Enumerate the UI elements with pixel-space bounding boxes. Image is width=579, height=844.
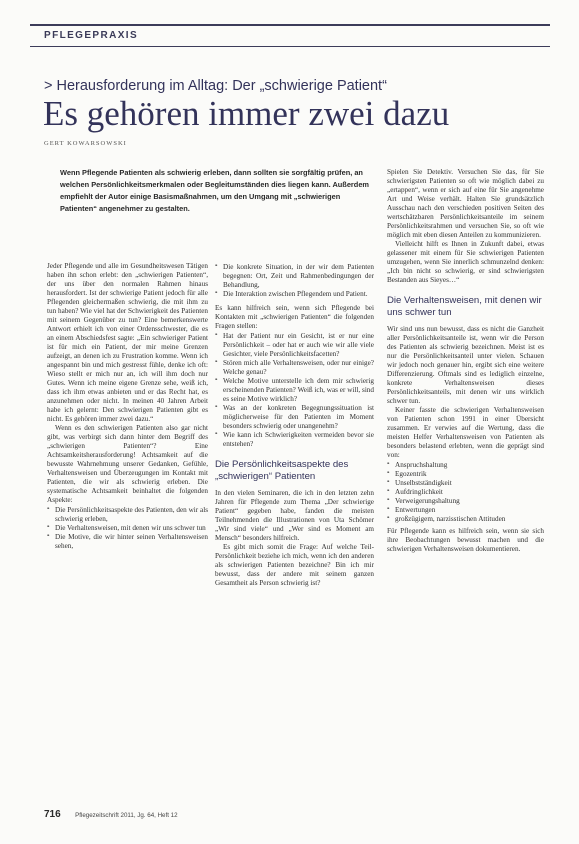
bullet-list	[215, 332, 374, 449]
paragraph: Jeder Pflegende und alle im Gesundheitswesen Tätigen haben ihn schon erlebt: den „schwierigen Patienten“, der uns über den normalen Rahmen hinaus herausfordert. Ist der schwierige Patient jedoch für alle Pflegenden gleichermaßen schwierig, die mit ihm zu tun haben? Wie viel hat der Schwierigkeit des Patienten mit seinem Gegenüber zu tun? Eine bemerkenswerte Antwort erhielt ich von einer Ordensschwester, die es an einem Abschiedsfest sagte: „Ein schwieriger Patient ist für mich ein Patient, der mir meine Grenzen aufzeigt, an denen ich zu Frustration komme. Wenn ich angespannt bin und mich gestresst fühle, denke ich oft: Wieso stellt er mich nur an, ich will ihm doch nur Gutes. Wenn ich meine eigene Grenze sehe, weiß ich, dass ich ihm etwas anbieten und er das Recht hat, es anzunehmen oder nicht. In meinen 40 Jahren Arbeit habe ich gelernt: Den schwierigen Patienten gibt es nicht. Es gehören immer zwei dazu.“	[47, 262, 208, 423]
section-label: PFLEGEPRAXIS	[44, 30, 139, 41]
paragraph: In den vielen Seminaren, die ich in den letzten zehn Jahren für Pflegende zum Thema „Der schwierige Patient“ gegeben habe, fanden die meisten Teilnehmenden die Illustrationen von Uta Schömer „Wir sind viele“ und „Wer sind es Moment am Mensch“ besonders hilfreich.	[215, 489, 374, 542]
list-item: •• Die Verhaltensweisen, mit denen wir uns schwer tun	[47, 524, 208, 533]
top-rule	[30, 24, 550, 26]
page-footer	[44, 804, 178, 822]
page-number: 716	[44, 809, 61, 820]
list-item: •• Anspruchshaltung	[387, 461, 544, 470]
column-1	[47, 262, 208, 554]
lead-paragraph: Wenn Pflegende Patienten als schwierig erleben, dann sollten sie sorgfältig prüfen, an welchen Persönlichkeitsmerkmalen oder Begleitumständen dies liegen kann. Außerdem empfiehlt der Autor einige Basismaßnahmen, um den Umgang mit „schwierigen Patienten“ angenehmer zu gestalten.	[60, 168, 369, 213]
subheading: Die Persönlichkeitsaspekte des „schwierigen“ Patienten	[215, 459, 349, 482]
list-item: •• Unselbstständigkeit	[387, 479, 544, 488]
paragraph: Spielen Sie Detektiv. Versuchen Sie das, für Sie schwierigsten Patienten so oft wie möglich dabei zu „ertappen“, wenn er sich auf eine für Sie angenehme Art und Weise verhält. Halten Sie grundsätzlich Ausschau nach den verschieden positiven Seiten des wertschätzbaren Persönlichkeitsanteile im seinem Persönlichkeitsrahmen und versuchen Sie, so oft wie möglich mit eben diesen Anteilen zu kommunizieren.	[387, 168, 544, 239]
author: GERT KOWARSOWSKI	[44, 140, 127, 147]
kicker: > Herausforderung im Alltag: Der „schwierige Patient“	[44, 78, 387, 94]
list-item: •• Die konkrete Situation, in der wir dem Patienten begegnen: Ort, Zeit und Rahmenbedingungen der Behandlung,	[215, 263, 374, 290]
list-item: •• Aufdringlichkeit	[387, 488, 544, 497]
paragraph: Keiner fasste die schwierigen Verhaltensweisen von Patienten schon 1991 in einer Übersicht zusammen. Er verwies auf die Wertung, dass die meisten Helfer Verhaltensweisen von Patienten als besonders belastend erlebten, wenn die geprägt sind von:	[387, 406, 544, 459]
list-item: •• großzügigem, narzisstischen Attituden	[387, 515, 544, 524]
list-item: •• Die Motive, die wir hinter seinen Verhaltensweisen sehen,	[47, 533, 208, 551]
bullet-list	[215, 263, 374, 299]
paragraph: Es kann hilfreich sein, wenn sich Pflegende bei Kontakten mit „schwierigen Patienten“ die folgenden Fragen stellen:	[215, 304, 374, 330]
list-item: •• Verweigerungshaltung	[387, 497, 544, 506]
journal-source: Pflegezeitschrift 2011, Jg. 64, Heft 12	[75, 812, 178, 819]
subheading: Die Verhaltensweisen, mit denen wir uns schwer tun	[387, 295, 542, 318]
section-rule	[30, 46, 550, 47]
list-item: •• Entwertungen	[387, 506, 544, 515]
column-3	[387, 168, 544, 554]
paragraph: Wir sind uns nun bewusst, dass es nicht die Ganzheit aller Persönlichkeitsanteile ist, wenn wir die Person des Patienten als schwierig bezeichnen. Meist ist es nur die Persönlichkeitsanteil unter vielen. Schauen wir jedoch noch genauer hin, ergibt sich eine weitere Differenzierung. Oftmals sind es lediglich einzelne, konkrete Verhaltensweisen dieses Persönlichkeitsanteils, mit denen wir uns wirklich schwer tun.	[387, 325, 544, 405]
list-item: •• Stören mich alle Verhaltensweisen, oder nur einige? Welche genau?	[215, 359, 374, 377]
list-item: •• Egozentrik	[387, 470, 544, 479]
list-item: •• Hat der Patient nur ein Gesicht, ist er nur eine Persönlichkeit – oder hat er auch wie wir alle viele Gesichter, viele Persönlichkeitsfacetten?	[215, 332, 374, 359]
bullet-list	[47, 506, 208, 551]
paragraph: Es gibt mich somit die Frage: Auf welche Teil-Persönlichkeit beziehe ich mich, wenn ich den anderen als schwierigen Patienten bezeichne? Bin ich mir bewusst, dass der andere mit seinem ganzen Gesamtheit als Person schwierig ist?	[215, 543, 374, 587]
paragraph: Für Pflegende kann es hilfreich sein, wenn sie sich ihre Beobachtungen bewusst machen und die schwierigen Verhaltensweisen dokumentieren.	[387, 527, 544, 553]
list-item: •• Was an der konkreten Begegnungssituation ist möglicherweise für den Patienten im Moment besonders schwierig oder unangenehm?	[215, 404, 374, 431]
bullet-list	[387, 461, 544, 524]
list-item: •• Die Persönlichkeitsaspekte des Patienten, den wir als schwierig erleben,	[47, 506, 208, 524]
paragraph: Vielleicht hilft es Ihnen in Zukunft dabei, etwas gelassener mit einem für Sie schwierigen Patienten umzugehen, wenn Sie innerlich schmunzelnd denken: „Ich bin nicht so schwierig, er sind schwierigsten Bestanden aus Sieyes…“	[387, 240, 544, 284]
paragraph: Wenn es den schwierigen Patienten also gar nicht gibt, was verbirgt sich dann hinter dem Begriff des „schwierigen Patienten“? Eine Achtsamkeitsherausforderung! Achtsamkeit auf die bewusste Wahrnehmung unserer Gedanken, Gefühle, Verhaltensweisen und Überzeugungen im Kontakt mit Patienten, die wir als schwierig erleben. Die systematische Achtsamkeit beinhaltet die folgenden Aspekte:	[47, 424, 208, 504]
list-item: •• Die Interaktion zwischen Pflegendem und Patient.	[215, 290, 374, 299]
list-item: •• Welche Motive unterstelle ich dem mir schwierig erscheinenden Patienten? Weiß ich, was er will, sind es seine Motive wirklich?	[215, 377, 374, 404]
page-title: Es gehören immer zwei dazu	[43, 94, 450, 133]
column-2	[215, 262, 374, 588]
list-item: •• Wie kann ich Schwierigkeiten vermeiden bevor sie entstehen?	[215, 431, 374, 449]
